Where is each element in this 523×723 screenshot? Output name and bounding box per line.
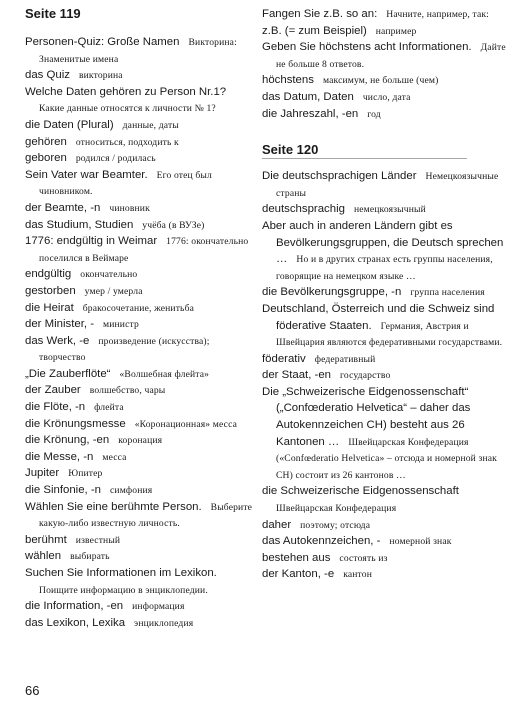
german-term: „Die Zauberflöte“: [25, 367, 111, 380]
vocab-entry: [262, 284, 510, 301]
german-term: die Daten (Plural): [25, 118, 114, 131]
russian-translation: окончательно: [80, 269, 138, 281]
russian-translation: число, дата: [362, 91, 411, 103]
russian-translation: симфония: [110, 485, 153, 497]
german-term: Welche Daten gehören zu Person Nr.1?: [25, 85, 227, 98]
vocab-entry: [262, 483, 510, 516]
german-term: der Minister, -: [25, 318, 94, 331]
vocab-entry: [25, 399, 257, 416]
vocab-entry: [25, 67, 257, 84]
vocab-entry: [25, 548, 257, 565]
vocab-entry: [262, 367, 510, 384]
vocab-list-119: [25, 34, 257, 631]
russian-translation: информация: [132, 601, 185, 613]
german-term: z.B. (= zum Beispiel): [262, 24, 367, 37]
vocab-entry: [262, 301, 510, 351]
vocab-entry: [25, 117, 257, 134]
russian-translation: энциклопедия: [134, 617, 194, 629]
russian-translation: известный: [75, 534, 121, 546]
vocab-entry: [25, 266, 257, 283]
russian-translation: данные, даты: [122, 119, 179, 131]
german-term: das Studium, Studien: [25, 218, 134, 231]
russian-translation: Начните, например, так:: [386, 9, 489, 20]
german-term: Aber auch in anderen Ländern gibt es Bevölkerungsgruppen, die Deutsch sprechen …: [262, 219, 504, 266]
russian-translation: состоять из: [339, 552, 388, 564]
vocab-entry: [262, 218, 510, 284]
vocab-entry: [25, 150, 257, 167]
russian-translation: викторина: [78, 70, 123, 82]
german-term: wählen: [25, 550, 62, 563]
vocab-entry: [262, 106, 510, 123]
german-term: bestehen aus: [262, 551, 331, 564]
russian-translation: «Коронационная» месса: [134, 418, 237, 430]
vocab-entry: [262, 89, 510, 106]
russian-translation: Швейцарская Конфедерация: [276, 503, 397, 515]
russian-translation: родился / родилась: [75, 153, 156, 165]
right-column: [262, 6, 510, 583]
russian-translation: Но и в других странах есть группы населения, говорящие на немецком языке …: [276, 254, 493, 282]
vocab-entry: [25, 382, 257, 399]
german-term: die Information, -en: [25, 600, 124, 613]
german-term: Suchen Sie Informationen im Lexikon.: [25, 567, 217, 579]
vocab-entry: [25, 499, 257, 532]
russian-translation: Дайте не больше 8 ответов.: [276, 42, 506, 70]
russian-translation: Выберите какую-либо известную личность.: [39, 501, 253, 530]
russian-translation: Какие данные относятся к личности № 1?: [39, 103, 216, 115]
vocab-entry: [25, 316, 257, 333]
page-number: 66: [25, 683, 40, 698]
german-term: das Autokennzeichen, -: [262, 535, 381, 548]
vocab-entry: [25, 200, 257, 217]
vocab-entry: [25, 465, 257, 482]
german-term: das Werk, -e: [25, 334, 90, 347]
russian-translation: Швейцарская Конфедерация («Confœderatio Helvetica» – отсюда и номерной знак CH) состоит из 26 кантонов …: [276, 436, 497, 481]
german-term: geboren: [25, 152, 67, 165]
german-term: das Quiz: [25, 69, 70, 82]
russian-translation: чиновник: [109, 202, 150, 214]
german-term: föderativ: [262, 352, 306, 365]
german-term: höchstens: [262, 74, 314, 87]
russian-translation: Юпитер: [68, 468, 103, 480]
german-term: die Bevölkerungsgruppe, -n: [262, 286, 402, 299]
vocab-entry: [25, 233, 257, 266]
vocab-entry: [25, 366, 257, 383]
russian-translation: кантон: [343, 569, 372, 581]
vocab-entry: [262, 351, 510, 368]
german-term: gehören: [25, 135, 67, 148]
vocab-entry: [262, 517, 510, 534]
german-term: deutschsprachig: [262, 203, 345, 216]
german-term: gestorben: [25, 284, 76, 297]
german-term: die Sinfonie, -n: [25, 484, 101, 497]
vocab-entry: [25, 300, 257, 317]
vocab-entry: [25, 333, 257, 366]
section-heading-120: Seite 120: [262, 142, 467, 159]
vocab-entry: [25, 134, 257, 151]
russian-translation: немецкоязычный: [353, 204, 426, 216]
german-term: das Lexikon, Lexika: [25, 616, 126, 629]
german-term: die Heirat: [25, 301, 74, 314]
german-term: die Krönung, -en: [25, 434, 110, 447]
vocab-entry: [262, 23, 510, 40]
german-term: der Zauber: [25, 384, 81, 397]
german-term: Fangen Sie z.B. so an:: [262, 8, 378, 20]
russian-translation: Германия, Австрия и Швейцария являются федеративными государствами.: [276, 320, 503, 349]
left-column: [25, 6, 257, 631]
german-term: Sein Vater war Beamter.: [25, 168, 148, 181]
russian-translation: относиться, подходить к: [75, 136, 179, 148]
german-term: die Jahreszahl, -en: [262, 107, 359, 120]
russian-translation: номерной знак: [389, 536, 452, 548]
german-term: endgültig: [25, 268, 72, 281]
german-term: der Staat, -en: [262, 369, 332, 382]
russian-translation: волшебство, чары: [89, 385, 166, 397]
vocab-entry: [262, 6, 510, 23]
russian-translation: год: [367, 108, 381, 120]
russian-translation: поэтому; отсюда: [300, 519, 371, 531]
russian-translation: Викторина: Знаменитые имена: [39, 37, 237, 65]
vocab-entry: [25, 84, 257, 117]
vocab-entry: [25, 283, 257, 300]
vocab-entry: [25, 482, 257, 499]
vocab-entry: [25, 217, 257, 234]
russian-translation: произведение (искусства); творчество: [39, 335, 210, 364]
german-term: Jupiter: [25, 467, 60, 480]
vocab-entry: [25, 167, 257, 200]
vocab-entry: [25, 532, 257, 549]
russian-translation: флейта: [94, 402, 124, 414]
german-term: Die „Schweizerische Eidgenossenschaft“ („Confœderatio Helvetica“ – daher das Autokennzeichen CH) besteht aus 26 Kantonen …: [262, 385, 471, 448]
vocab-list-119-continued: [262, 6, 510, 122]
vocab-entry: [25, 416, 257, 433]
russian-translation: «Волшебная флейта»: [119, 368, 210, 380]
russian-translation: министр: [103, 319, 139, 331]
vocab-entry: [262, 201, 510, 218]
german-term: der Kanton, -e: [262, 568, 335, 581]
vocab-entry: [262, 533, 510, 550]
german-term: Die deutschsprachigen Länder: [262, 170, 417, 183]
german-term: Personen-Quiz: Große Namen: [25, 36, 180, 48]
section-heading-119: Seite 119: [25, 6, 81, 21]
russian-translation: Поищите информацию в энциклопедии.: [39, 584, 208, 596]
vocab-entry: [25, 432, 257, 449]
vocab-entry: [262, 39, 510, 72]
vocab-entry: [25, 449, 257, 466]
german-term: Geben Sie höchstens acht Informationen.: [262, 41, 472, 54]
german-term: die Krönungsmesse: [25, 417, 126, 430]
vocab-entry: [262, 566, 510, 583]
german-term: Wählen Sie eine berühmte Person.: [25, 500, 202, 513]
russian-translation: месса: [102, 451, 127, 463]
german-term: daher: [262, 518, 292, 531]
russian-translation: коронация: [118, 435, 163, 447]
german-term: die Flöte, -n: [25, 401, 86, 414]
vocab-entry: [262, 384, 510, 484]
vocab-entry: [25, 598, 257, 615]
vocab-list-120: [262, 168, 510, 583]
vocab-entry: [25, 34, 257, 67]
german-term: die Messe, -n: [25, 450, 94, 463]
vocab-entry: [262, 168, 510, 201]
russian-translation: умер / умерла: [84, 285, 143, 297]
russian-translation: бракосочетание, женитьба: [82, 302, 195, 314]
russian-translation: 1776: окончательно поселился в Веймаре: [39, 236, 249, 264]
vocab-entry: [25, 615, 257, 632]
russian-translation: государство: [340, 370, 391, 382]
russian-translation: группа населения: [410, 287, 485, 299]
russian-translation: федеративный: [314, 353, 376, 365]
vocab-entry: [25, 565, 257, 598]
russian-translation: Немецкоязычные страны: [276, 171, 499, 199]
russian-translation: например: [375, 25, 417, 37]
german-term: die Schweizerische Eidgenossenschaft: [262, 485, 459, 498]
german-term: Deutschland, Österreich und die Schweiz sind föderative Staaten.: [262, 302, 495, 332]
vocab-entry: [262, 550, 510, 567]
vocab-entry: [262, 72, 510, 89]
german-term: 1776: endgültig in Weimar: [25, 235, 158, 248]
russian-translation: учёба (в ВУЗе): [142, 219, 205, 231]
russian-translation: Его отец был чиновником.: [39, 169, 212, 198]
german-term: das Datum, Daten: [262, 90, 354, 103]
russian-translation: выбирать: [70, 551, 110, 563]
german-term: der Beamte, -n: [25, 201, 101, 214]
russian-translation: максимум, не больше (чем): [322, 75, 439, 87]
german-term: berühmt: [25, 533, 67, 546]
